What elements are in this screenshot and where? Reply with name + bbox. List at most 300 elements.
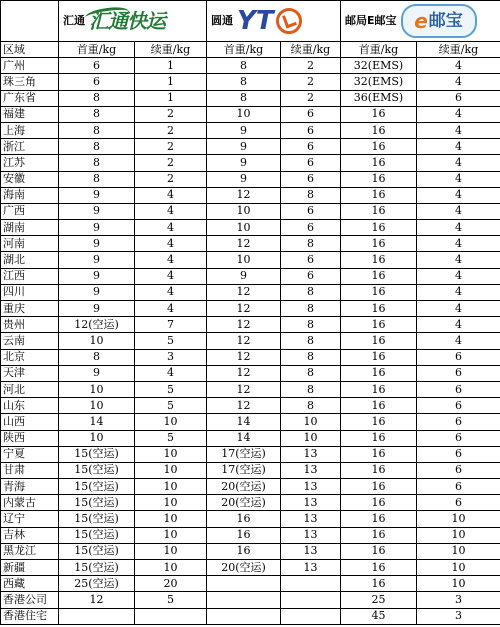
- huitong-first-cell: 9: [59, 268, 135, 284]
- yuantong-first-cell: 16: [207, 527, 281, 543]
- region-cell: 内蒙古: [1, 495, 59, 511]
- region-cell: 广西: [1, 203, 59, 219]
- yuantong-cont-cell: 13: [281, 462, 341, 478]
- huitong-first-cell: 15(空运): [59, 527, 135, 543]
- table-row: [1, 58, 500, 74]
- ems-first-cell: 16: [341, 446, 417, 462]
- huitong-logo: [89, 9, 165, 33]
- ems-cont-cell: 6: [417, 381, 500, 397]
- huitong-first-cell: 12(空运): [59, 317, 135, 333]
- huitong-cont-cell: 2: [135, 106, 207, 122]
- ems-cont-cell: 4: [417, 155, 500, 171]
- yuantong-cont-cell: 13: [281, 511, 341, 527]
- region-cell: 香港住宅: [1, 608, 59, 624]
- table-row: [1, 430, 500, 446]
- table-row: [1, 608, 500, 624]
- yuantong-first-cell: 12: [207, 236, 281, 252]
- huitong-first-cell: 8: [59, 349, 135, 365]
- ems-first-cell: 16: [341, 495, 417, 511]
- huitong-first-cell: 9: [59, 301, 135, 317]
- table-row: [1, 90, 500, 106]
- yuantong-first-cell: 20(空运): [207, 479, 281, 495]
- table-row: [1, 139, 500, 155]
- yuantong-cont-cell: 6: [281, 252, 341, 268]
- yuantong-cont-cell: 8: [281, 365, 341, 381]
- huitong-cont-cell: 4: [135, 284, 207, 300]
- ems-cont-cell: 10: [417, 576, 500, 592]
- ems-cont-cell: 10: [417, 527, 500, 543]
- ems-first-cell: 16: [341, 268, 417, 284]
- ems-first-cell: 16: [341, 252, 417, 268]
- yuantong-first-cell: 16: [207, 511, 281, 527]
- huitong-first-cell: 15(空运): [59, 560, 135, 576]
- carrier-huitong-name: 汇通: [63, 14, 85, 27]
- table-row: [1, 317, 500, 333]
- table-row: [1, 527, 500, 543]
- table-row: [1, 284, 500, 300]
- table-row: [1, 365, 500, 381]
- huitong-cont-cell: 5: [135, 592, 207, 608]
- yuantong-cont-cell: 8: [281, 349, 341, 365]
- region-cell: 青海: [1, 479, 59, 495]
- yuantong-cont-cell: 10: [281, 414, 341, 430]
- yuantong-first-cell: 12: [207, 398, 281, 414]
- yuantong-cont-cell: 6: [281, 203, 341, 219]
- table-row: [1, 187, 500, 203]
- huitong-first-cell: 15(空运): [59, 446, 135, 462]
- huitong-cont-cell: 2: [135, 155, 207, 171]
- yuantong-cont-cell: 6: [281, 220, 341, 236]
- huitong-first-cell: 15(空运): [59, 543, 135, 559]
- region-cell: 甘肃: [1, 462, 59, 478]
- table-row: [1, 333, 500, 349]
- yuantong-first-cell: 17(空运): [207, 446, 281, 462]
- yuantong-cont-cell: 10: [281, 430, 341, 446]
- table-row: [1, 479, 500, 495]
- region-cell: 云南: [1, 333, 59, 349]
- table-row: [1, 349, 500, 365]
- yuantong-first-cell: 20(空运): [207, 495, 281, 511]
- region-cell: 吉林: [1, 527, 59, 543]
- huitong-first-cell: 6: [59, 74, 135, 90]
- ems-cont-cell: 4: [417, 171, 500, 187]
- ems-cont-cell: 6: [417, 90, 500, 106]
- huitong-cont-cell: 2: [135, 171, 207, 187]
- ems-first-cell: 45: [341, 608, 417, 624]
- huitong-first-cell: 9: [59, 365, 135, 381]
- huitong-cont-cell: 4: [135, 301, 207, 317]
- huitong-cont-cell: 5: [135, 398, 207, 414]
- yuantong-cont-cell: 6: [281, 155, 341, 171]
- ems-cont-cell: 4: [417, 333, 500, 349]
- yuantong-first-cell: 8: [207, 90, 281, 106]
- region-cell: 福建: [1, 106, 59, 122]
- table-row: [1, 576, 500, 592]
- huitong-first-cell: 9: [59, 220, 135, 236]
- ems-first-cell: 36(EMS): [341, 90, 417, 106]
- yuantong-first-cell: 10: [207, 106, 281, 122]
- yuantong-first-cell: 12: [207, 187, 281, 203]
- huitong-cont-cell: 10: [135, 414, 207, 430]
- table-row: [1, 203, 500, 219]
- region-cell: 贵州: [1, 317, 59, 333]
- yuantong-cont-cell: 2: [281, 74, 341, 90]
- yuantong-cont-cell: 6: [281, 268, 341, 284]
- yuantong-first-cell: 17(空运): [207, 462, 281, 478]
- yuantong-first-cell: 9: [207, 171, 281, 187]
- table-row: [1, 155, 500, 171]
- region-cell: 北京: [1, 349, 59, 365]
- yuantong-first-cell: 12: [207, 333, 281, 349]
- ems-first-cell: 16: [341, 479, 417, 495]
- ems-first-cell: 32(EMS): [341, 58, 417, 74]
- region-cell: 海南: [1, 187, 59, 203]
- region-cell: 山西: [1, 414, 59, 430]
- region-cell: 珠三角: [1, 74, 59, 90]
- ems-first-cell: 16: [341, 560, 417, 576]
- region-cell: 湖南: [1, 220, 59, 236]
- region-cell: 湖北: [1, 252, 59, 268]
- huitong-cont-cell: 4: [135, 220, 207, 236]
- carrier-huitong: [59, 1, 207, 42]
- yuantong-first-cell: [207, 576, 281, 592]
- ems-cont-cell: 6: [417, 495, 500, 511]
- yuantong-first-cell: 12: [207, 349, 281, 365]
- huitong-cont-cell: 20: [135, 576, 207, 592]
- yuantong-first-cell: 12: [207, 284, 281, 300]
- region-cell: 安徽: [1, 171, 59, 187]
- ems-first-cell: 16: [341, 527, 417, 543]
- huitong-logo-text: 汇通快运: [89, 9, 165, 33]
- yuantong-first-cell: 12: [207, 301, 281, 317]
- table-row: [1, 446, 500, 462]
- yuantong-logo: [237, 8, 302, 34]
- huitong-cont-cell: 4: [135, 365, 207, 381]
- yuantong-cont-cell: 13: [281, 560, 341, 576]
- huitong-cont-cell: 5: [135, 333, 207, 349]
- yuantong-first-cell: 8: [207, 58, 281, 74]
- ems-cont-cell: 4: [417, 220, 500, 236]
- huitong-cont-cell: 10: [135, 560, 207, 576]
- yuantong-first-cell: 9: [207, 155, 281, 171]
- huitong-cont-cell: 5: [135, 381, 207, 397]
- huitong-cont-cell: 10: [135, 543, 207, 559]
- yuantong-cont-cell: 13: [281, 479, 341, 495]
- table-row: [1, 252, 500, 268]
- huitong-first-cell: 10: [59, 398, 135, 414]
- table-row: [1, 106, 500, 122]
- table-row: [1, 398, 500, 414]
- yuantong-first-cell: 12: [207, 381, 281, 397]
- ems-first-cell: 16: [341, 349, 417, 365]
- ems-cont-cell: 3: [417, 608, 500, 624]
- ems-first-cell: 25: [341, 592, 417, 608]
- ems-first-cell: 16: [341, 203, 417, 219]
- yuantong-cont-cell: 8: [281, 301, 341, 317]
- region-cell: 广东省: [1, 90, 59, 106]
- yuantong-cont-cell: 2: [281, 58, 341, 74]
- yuantong-cont-cell: 13: [281, 543, 341, 559]
- ems-cont-cell: 4: [417, 268, 500, 284]
- ems-first-cell: 16: [341, 414, 417, 430]
- huitong-cont-cell: 10: [135, 527, 207, 543]
- carrier-ems: [341, 1, 500, 42]
- region-cell: 上海: [1, 122, 59, 138]
- ems-cont-cell: 4: [417, 187, 500, 203]
- huitong-first-cell: 9: [59, 284, 135, 300]
- huitong-cont-cell: 1: [135, 74, 207, 90]
- table-row: [1, 511, 500, 527]
- ems-first-cell: 16: [341, 430, 417, 446]
- ems-first-cell: 16: [341, 462, 417, 478]
- ems-logo: [401, 4, 477, 38]
- region-cell: 香港公司: [1, 592, 59, 608]
- ems-first-cell: 16: [341, 139, 417, 155]
- yuantong-cont-cell: 6: [281, 171, 341, 187]
- huitong-first-cell: 10: [59, 333, 135, 349]
- yuantong-cont-cell: 8: [281, 317, 341, 333]
- region-cell: 河南: [1, 236, 59, 252]
- ems-cont-cell: 6: [417, 462, 500, 478]
- ems-cont-cell: 6: [417, 365, 500, 381]
- ems-first-cell: 16: [341, 284, 417, 300]
- carrier-ems-name: 邮局E邮宝: [345, 14, 397, 27]
- region-cell: 江西: [1, 268, 59, 284]
- huitong-first-cell: [59, 608, 135, 624]
- ems-cont-cell: 6: [417, 349, 500, 365]
- ems-first-cell: 16: [341, 398, 417, 414]
- ems-logo-e: e: [414, 9, 428, 33]
- huitong-first-cell: 8: [59, 106, 135, 122]
- yuantong-cont-cell: [281, 576, 341, 592]
- huitong-cont-cell: 2: [135, 139, 207, 155]
- table-row: [1, 543, 500, 559]
- yuantong-first-cell: [207, 592, 281, 608]
- yuantong-cont-cell: 8: [281, 381, 341, 397]
- ems-cont-header: 续重/kg: [417, 42, 500, 58]
- ems-first-cell: 16: [341, 236, 417, 252]
- ems-cont-cell: 10: [417, 543, 500, 559]
- huitong-cont-cell: 10: [135, 495, 207, 511]
- huitong-first-cell: 15(空运): [59, 479, 135, 495]
- yuantong-cont-cell: 13: [281, 527, 341, 543]
- table-row: [1, 268, 500, 284]
- ems-first-cell: 16: [341, 365, 417, 381]
- carrier-yuantong-name: 圆通: [211, 14, 233, 27]
- yuantong-first-cell: 10: [207, 220, 281, 236]
- ems-cont-cell: 4: [417, 203, 500, 219]
- ems-cont-cell: 4: [417, 58, 500, 74]
- huitong-cont-cell: 1: [135, 58, 207, 74]
- huitong-cont-cell: 4: [135, 268, 207, 284]
- table-row: [1, 462, 500, 478]
- ems-first-cell: 16: [341, 543, 417, 559]
- yuantong-first-header: 首重/kg: [207, 42, 281, 58]
- region-header: 区域: [1, 42, 59, 58]
- yuantong-cont-cell: 6: [281, 106, 341, 122]
- ems-first-cell: 16: [341, 511, 417, 527]
- yuantong-logo-text: YT: [237, 6, 274, 36]
- huitong-cont-cell: [135, 608, 207, 624]
- huitong-first-cell: 14: [59, 414, 135, 430]
- huitong-cont-cell: 5: [135, 430, 207, 446]
- huitong-cont-cell: 10: [135, 446, 207, 462]
- yuantong-first-cell: 16: [207, 543, 281, 559]
- ems-cont-cell: 4: [417, 236, 500, 252]
- ems-logo-text: 邮宝: [428, 11, 463, 31]
- yuantong-ring-icon: [276, 8, 302, 34]
- region-cell: 辽宁: [1, 511, 59, 527]
- region-cell: 宁夏: [1, 446, 59, 462]
- ems-cont-cell: 3: [417, 592, 500, 608]
- yuantong-cont-cell: 8: [281, 398, 341, 414]
- yuantong-cont-cell: 6: [281, 122, 341, 138]
- yuantong-cont-cell: 8: [281, 333, 341, 349]
- huitong-cont-cell: 2: [135, 122, 207, 138]
- ems-first-cell: 16: [341, 187, 417, 203]
- ems-cont-cell: 10: [417, 560, 500, 576]
- huitong-first-cell: 10: [59, 430, 135, 446]
- huitong-first-cell: 9: [59, 252, 135, 268]
- huitong-first-cell: 8: [59, 90, 135, 106]
- region-cell: 天津: [1, 365, 59, 381]
- yuantong-first-cell: 12: [207, 365, 281, 381]
- ems-first-cell: 16: [341, 155, 417, 171]
- ems-cont-cell: 6: [417, 446, 500, 462]
- ems-cont-cell: 4: [417, 74, 500, 90]
- ems-first-cell: 16: [341, 381, 417, 397]
- table-row: [1, 414, 500, 430]
- huitong-cont-cell: 3: [135, 349, 207, 365]
- corner-cell: [1, 1, 59, 42]
- ems-first-cell: 16: [341, 171, 417, 187]
- region-cell: 黑龙江: [1, 543, 59, 559]
- yuantong-cont-header: 续重/kg: [281, 42, 341, 58]
- region-cell: 新疆: [1, 560, 59, 576]
- huitong-first-cell: 8: [59, 171, 135, 187]
- table-row: [1, 220, 500, 236]
- carrier-yuantong: [207, 1, 341, 42]
- huitong-first-cell: 8: [59, 122, 135, 138]
- region-cell: 广州: [1, 58, 59, 74]
- ems-first-cell: 16: [341, 106, 417, 122]
- huitong-cont-header: 续重/kg: [135, 42, 207, 58]
- table-row: [1, 171, 500, 187]
- huitong-cont-cell: 10: [135, 479, 207, 495]
- huitong-first-cell: 8: [59, 155, 135, 171]
- huitong-first-cell: 15(空运): [59, 495, 135, 511]
- ems-first-cell: 16: [341, 122, 417, 138]
- ems-cont-cell: 6: [417, 430, 500, 446]
- yuantong-cont-cell: 13: [281, 495, 341, 511]
- region-cell: 陕西: [1, 430, 59, 446]
- huitong-first-cell: 15(空运): [59, 511, 135, 527]
- yuantong-first-cell: 14: [207, 414, 281, 430]
- yuantong-first-cell: 9: [207, 122, 281, 138]
- huitong-cont-cell: 7: [135, 317, 207, 333]
- ems-first-cell: 32(EMS): [341, 74, 417, 90]
- table-row: [1, 560, 500, 576]
- table-row: [1, 122, 500, 138]
- yuantong-first-cell: 20(空运): [207, 560, 281, 576]
- ems-first-cell: 16: [341, 301, 417, 317]
- yuantong-cont-cell: [281, 592, 341, 608]
- huitong-cont-cell: 10: [135, 462, 207, 478]
- huitong-first-cell: 12: [59, 592, 135, 608]
- huitong-cont-cell: 4: [135, 252, 207, 268]
- region-cell: 山东: [1, 398, 59, 414]
- table-row: [1, 381, 500, 397]
- huitong-cont-cell: 10: [135, 511, 207, 527]
- huitong-first-cell: 10: [59, 381, 135, 397]
- yuantong-first-cell: 10: [207, 203, 281, 219]
- table-row: [1, 592, 500, 608]
- huitong-first-cell: 15(空运): [59, 462, 135, 478]
- yuantong-first-cell: 9: [207, 268, 281, 284]
- huitong-first-cell: 6: [59, 58, 135, 74]
- ems-cont-cell: 6: [417, 398, 500, 414]
- yuantong-first-cell: 12: [207, 317, 281, 333]
- huitong-cont-cell: 4: [135, 236, 207, 252]
- region-cell: 河北: [1, 381, 59, 397]
- yuantong-cont-cell: [281, 608, 341, 624]
- region-cell: 四川: [1, 284, 59, 300]
- huitong-first-cell: 9: [59, 236, 135, 252]
- huitong-cont-cell: 1: [135, 90, 207, 106]
- ems-first-cell: 16: [341, 576, 417, 592]
- ems-first-cell: 16: [341, 220, 417, 236]
- ems-cont-cell: 4: [417, 139, 500, 155]
- yuantong-cont-cell: 2: [281, 90, 341, 106]
- region-cell: 浙江: [1, 139, 59, 155]
- ems-cont-cell: 4: [417, 317, 500, 333]
- region-cell: 西藏: [1, 576, 59, 592]
- ems-cont-cell: 4: [417, 106, 500, 122]
- yuantong-cont-cell: 8: [281, 187, 341, 203]
- table-row: [1, 236, 500, 252]
- yuantong-cont-cell: 8: [281, 284, 341, 300]
- huitong-first-cell: 8: [59, 139, 135, 155]
- ems-cont-cell: 4: [417, 122, 500, 138]
- huitong-first-header: 首重/kg: [59, 42, 135, 58]
- yuantong-first-cell: 9: [207, 139, 281, 155]
- ems-first-header: 首重/kg: [341, 42, 417, 58]
- yuantong-first-cell: 14: [207, 430, 281, 446]
- ems-cont-cell: 10: [417, 511, 500, 527]
- ems-cont-cell: 4: [417, 284, 500, 300]
- yuantong-cont-cell: 8: [281, 236, 341, 252]
- huitong-cont-cell: 4: [135, 203, 207, 219]
- ems-cont-cell: 4: [417, 301, 500, 317]
- region-cell: 重庆: [1, 301, 59, 317]
- table-row: [1, 301, 500, 317]
- huitong-first-cell: 25(空运): [59, 576, 135, 592]
- yuantong-first-cell: 8: [207, 74, 281, 90]
- ems-first-cell: 16: [341, 317, 417, 333]
- yuantong-first-cell: [207, 608, 281, 624]
- yuantong-cont-cell: 13: [281, 446, 341, 462]
- carrier-header-row: [1, 1, 500, 42]
- column-header-row: [1, 42, 500, 58]
- huitong-first-cell: 9: [59, 203, 135, 219]
- yuantong-cont-cell: 6: [281, 139, 341, 155]
- ems-cont-cell: 6: [417, 414, 500, 430]
- ems-cont-cell: 4: [417, 252, 500, 268]
- huitong-first-cell: 9: [59, 187, 135, 203]
- table-row: [1, 74, 500, 90]
- huitong-cont-cell: 4: [135, 187, 207, 203]
- ems-cont-cell: 6: [417, 479, 500, 495]
